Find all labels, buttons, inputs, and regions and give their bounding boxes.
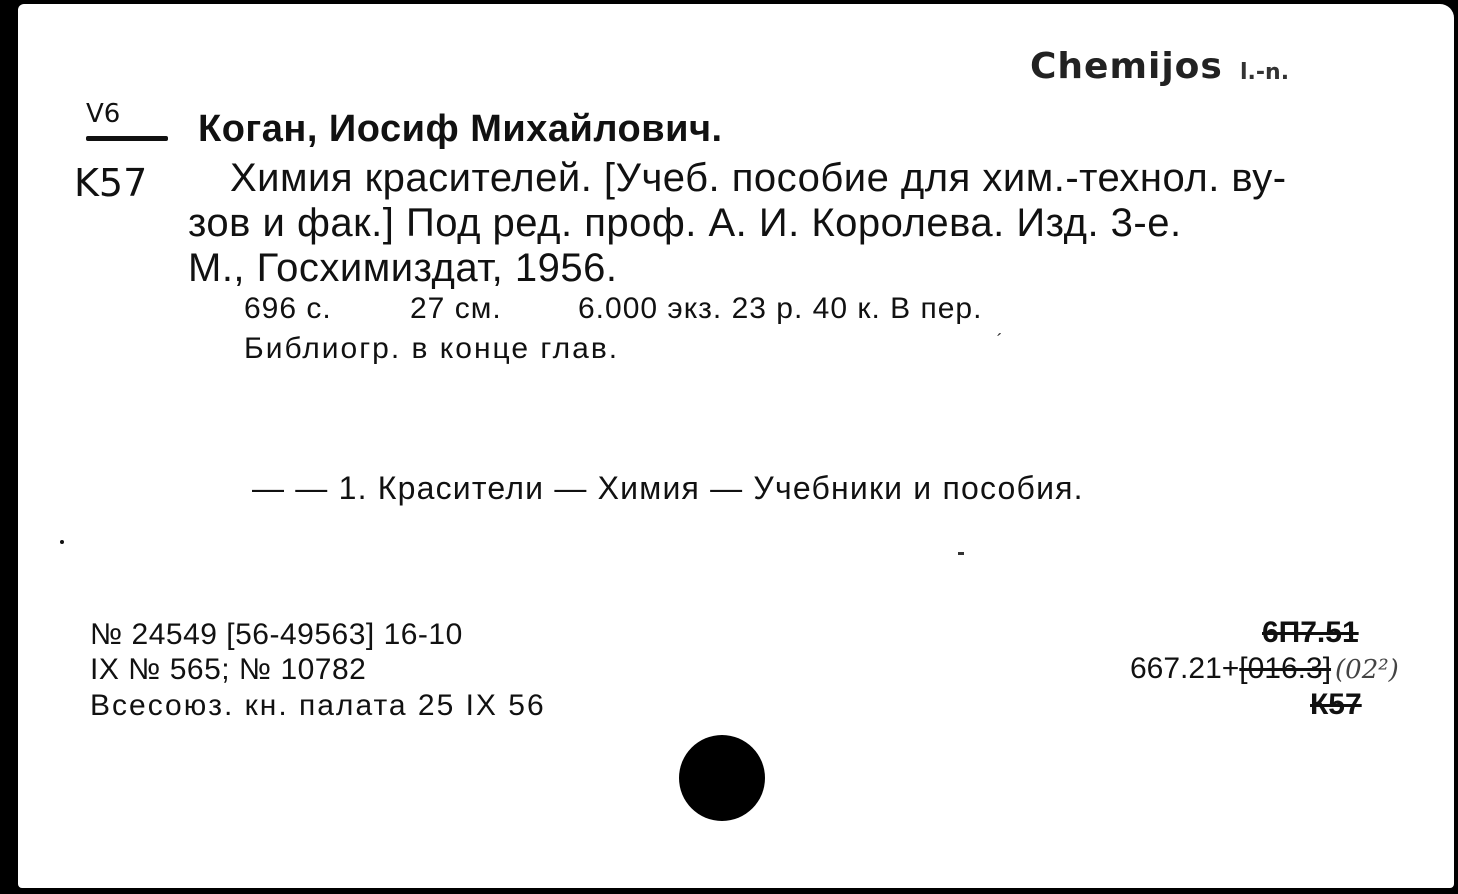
classification-old: 6П7.51 xyxy=(1262,616,1359,649)
classification-udc xyxy=(1130,652,1399,686)
punch-hole xyxy=(679,735,765,821)
book-size: 27 см. xyxy=(410,292,502,325)
shelf-mark-top: V6 xyxy=(86,99,121,129)
author-heading: Коган, Иосиф Михайлович. xyxy=(198,108,723,150)
pages-count: 696 с. xyxy=(244,292,332,325)
speck-mark xyxy=(60,540,64,544)
footer-record-number: № 24549 [56-49563] 16-10 xyxy=(90,618,463,651)
speck-mark xyxy=(958,552,964,555)
pencil-tick-mark: ´ xyxy=(996,330,1002,350)
footer-chamber-date: Всесоюз. кн. палата 25 IX 56 xyxy=(90,689,546,722)
shelf-mark-divider xyxy=(86,136,168,141)
shelf-mark-bottom: K57 xyxy=(74,161,148,205)
classification-author-mark: К57 xyxy=(1310,688,1362,721)
library-stamp: Chemijos xyxy=(1030,46,1223,87)
copies-price: 6.000 экз. 23 р. 40 к. В пер. xyxy=(578,292,983,325)
classification-udc-handwritten: (02²) xyxy=(1335,655,1399,685)
title-line-1: Химия красителей. [Учеб. пособие для хим.-технол. ву- xyxy=(230,156,1287,200)
catalog-card xyxy=(18,4,1454,888)
bibliography-note: Библиогр. в конце глав. xyxy=(244,332,620,365)
library-stamp-tail: l.-n. xyxy=(1240,60,1290,85)
footer-series-number: IX № 565; № 10782 xyxy=(90,653,367,686)
subject-headings: — — 1. Красители — Химия — Учебники и пособия. xyxy=(252,470,1084,506)
classification-udc-main: 667.21+ xyxy=(1130,652,1240,685)
title-line-2: зов и фак.] Под ред. проф. А. И. Королева. Изд. 3-е. xyxy=(188,201,1182,245)
title-line-3: М., Госхимиздат, 1956. xyxy=(188,246,618,290)
classification-udc-struck: [016.3] xyxy=(1239,652,1332,685)
